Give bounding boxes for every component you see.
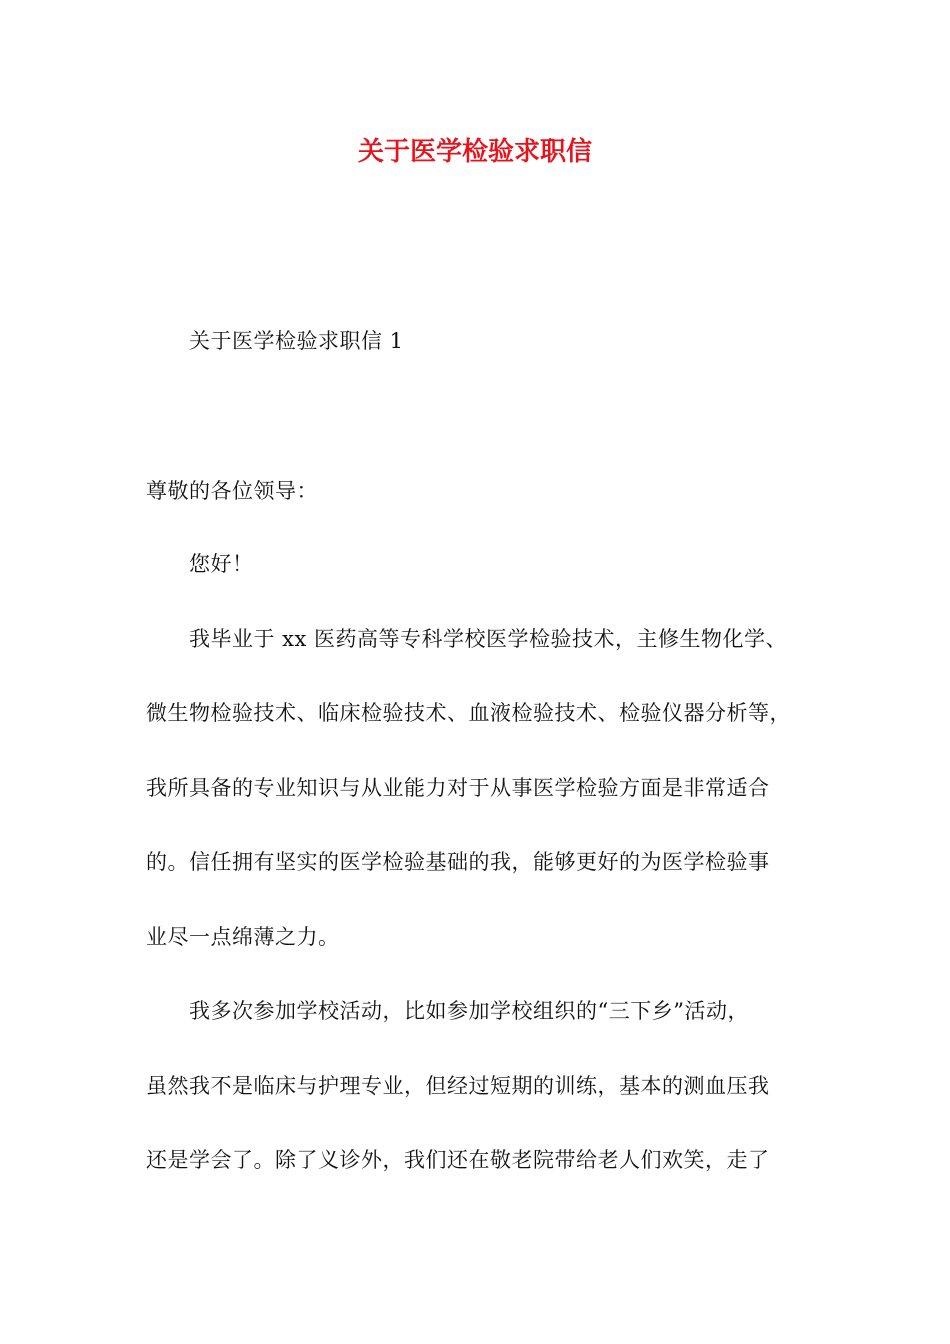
greeting: 您好！ [189, 552, 254, 576]
document-title: 关于医学检验求职信 [357, 137, 592, 167]
paragraph-1-line-2: 微生物检验技术、临床检验技术、血液检验技术、检验仪器分析等， [146, 701, 791, 725]
paragraph-2-line-2: 虽然我不是临床与护理专业，但经过短期的训练，基本的测血压我 [146, 1074, 770, 1098]
paragraph-1-line-5: 业尽一点绵薄之力。 [146, 925, 340, 949]
paragraph-1-line-4: 的。信任拥有坚实的医学检验基础的我，能够更好的为医学检验事 [146, 850, 770, 874]
paragraph-2-line-1: 我多次参加学校活动，比如参加学校组织的“三下乡”活动， [189, 999, 749, 1023]
salutation: 尊敬的各位领导： [146, 479, 318, 503]
paragraph-1-line-1: 我毕业于 xx 医药高等专科学校医学检验技术，主修生物化学、 [189, 627, 788, 651]
section-heading: 关于医学检验求职信 1 [189, 329, 404, 353]
paragraph-2-line-3: 还是学会了。除了义诊外，我们还在敬老院带给老人们欢笑，走了 [146, 1148, 770, 1172]
paragraph-1-line-3: 我所具备的专业知识与从业能力对于从事医学检验方面是非常适合 [146, 776, 770, 800]
